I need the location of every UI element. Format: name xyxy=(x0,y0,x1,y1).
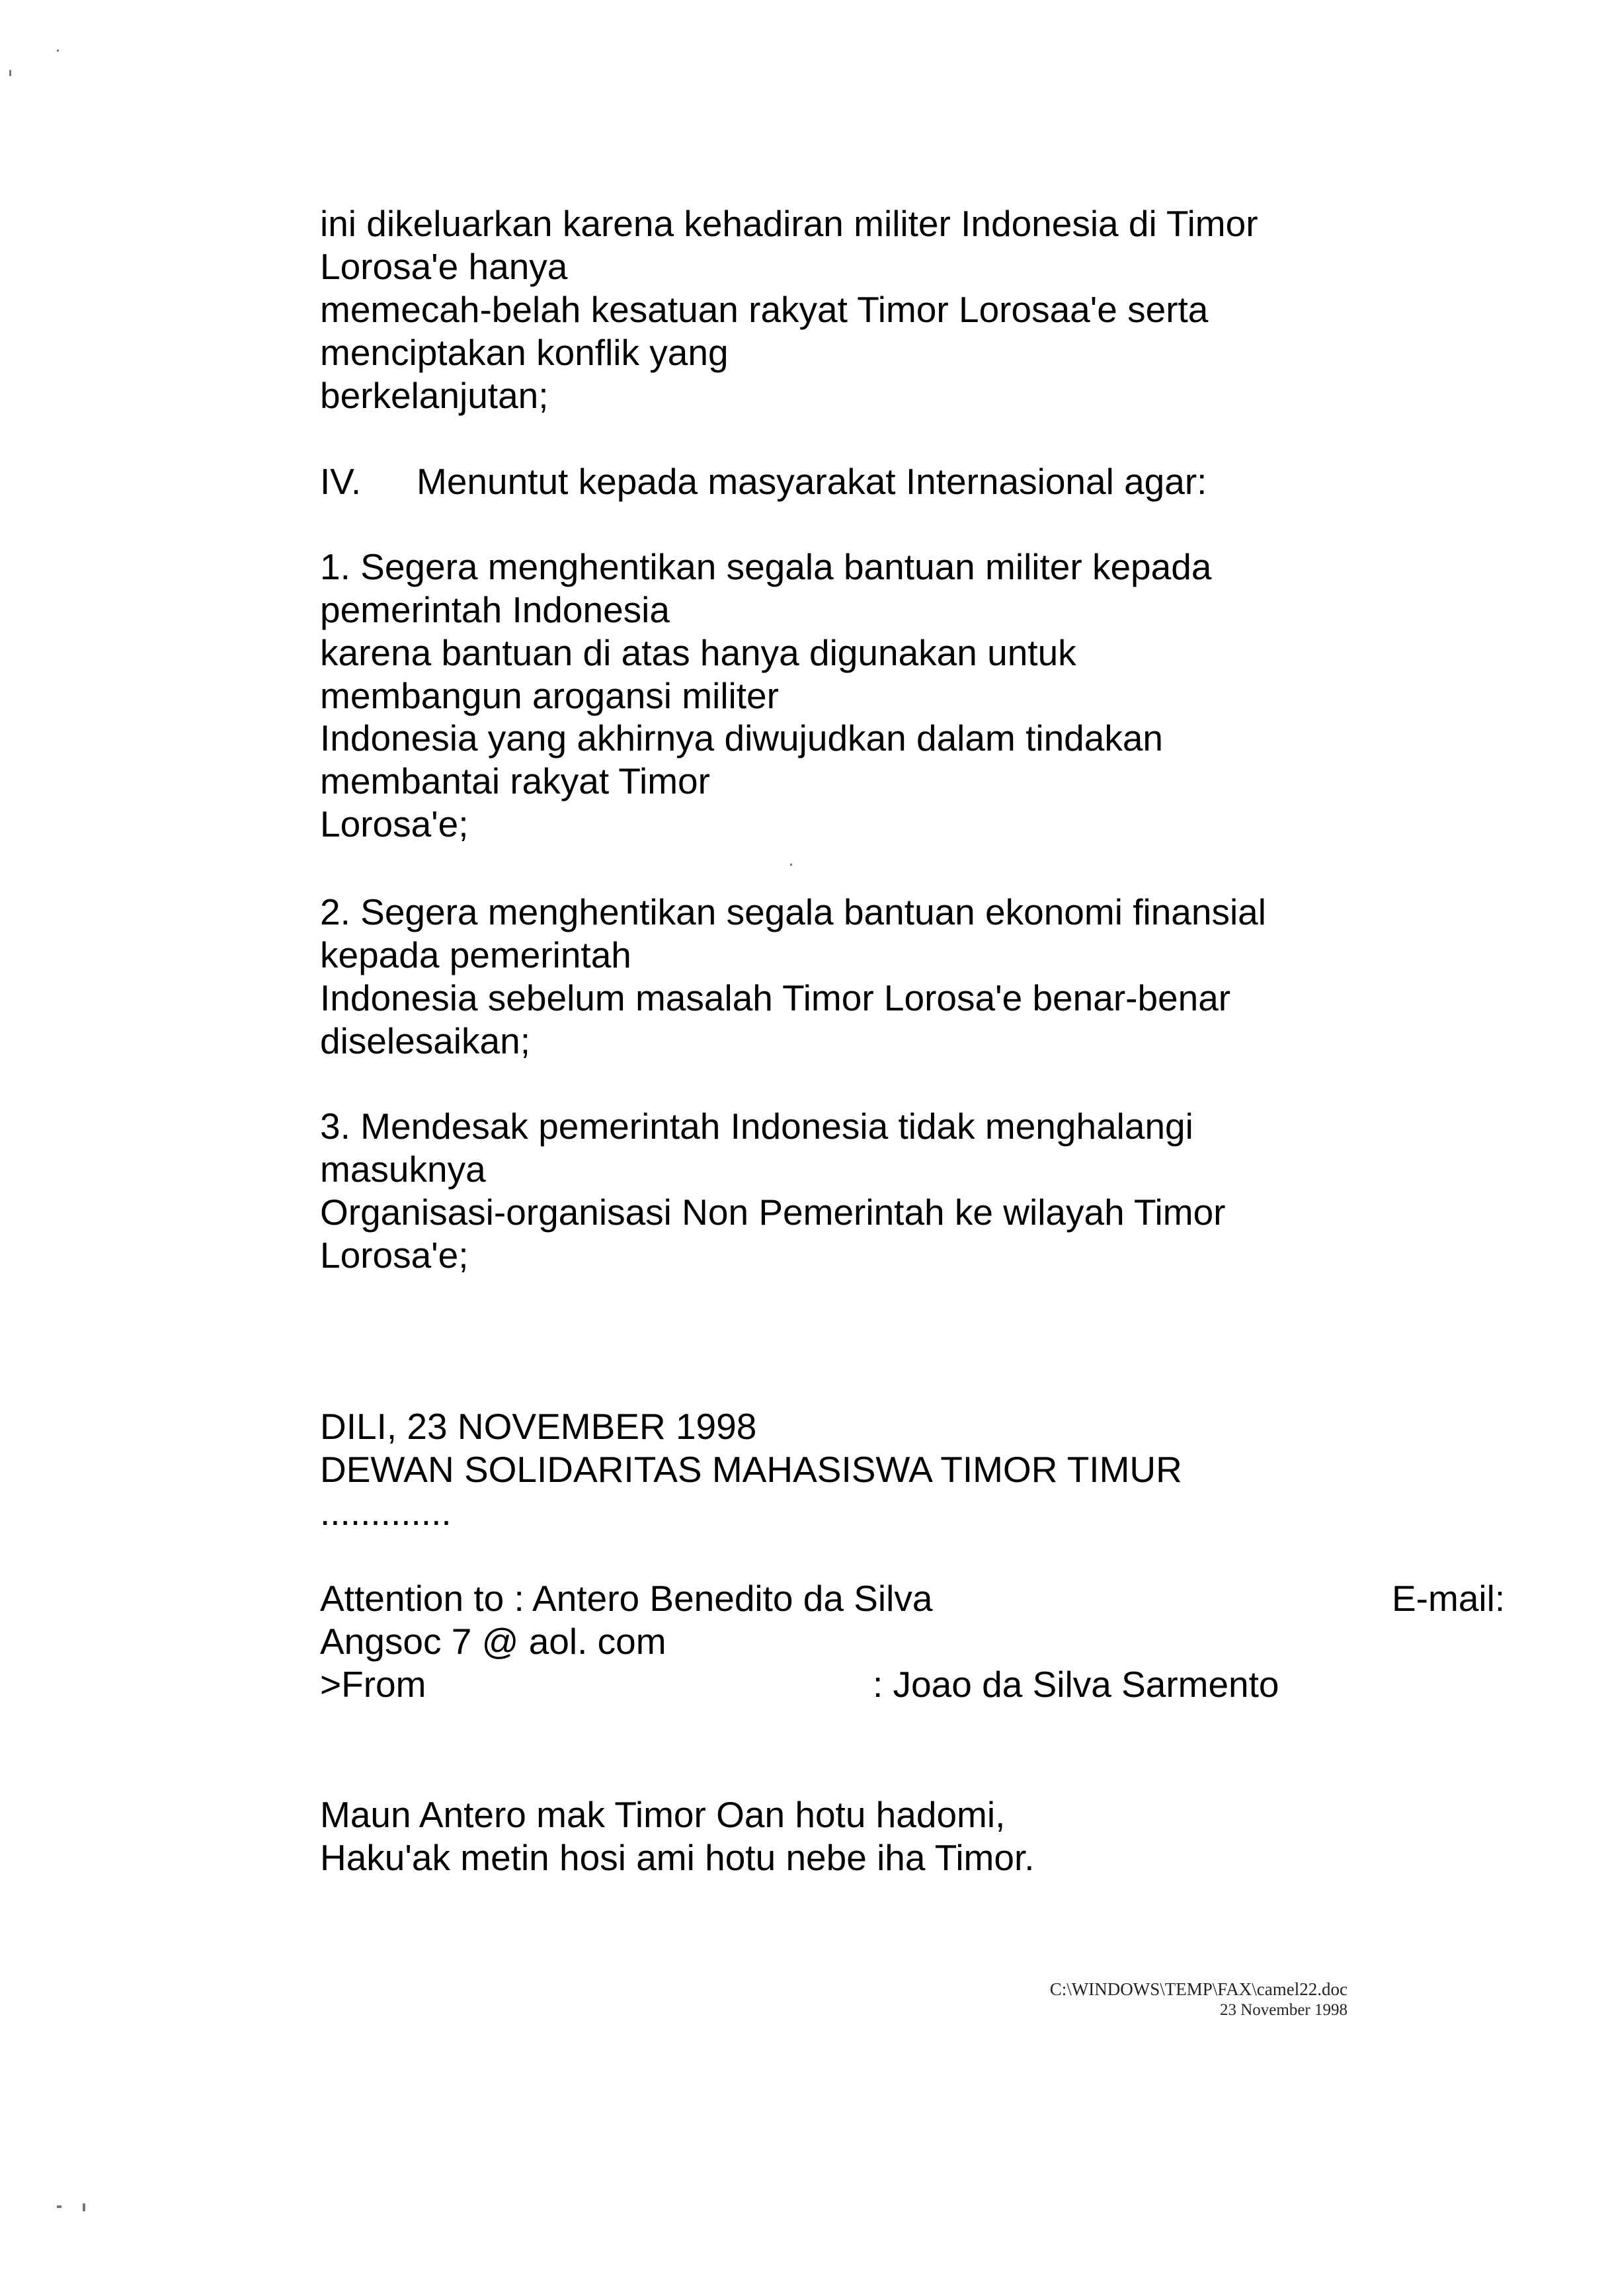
para1-line-5: berkelanjutan; xyxy=(320,375,549,416)
scan-speck xyxy=(9,70,11,76)
signature-dots: ............. xyxy=(320,1492,452,1533)
para1-line-2: Lorosa'e hanya xyxy=(320,246,568,287)
item3-line-4: Lorosa'e; xyxy=(320,1235,469,1276)
section-iv-heading xyxy=(320,461,1207,502)
from-label: >From xyxy=(320,1664,426,1705)
para1-line-4: menciptakan konflik yang xyxy=(320,332,729,373)
scan-speck xyxy=(57,2205,61,2208)
item1-line-2: pemerintah Indonesia xyxy=(320,589,670,630)
closing-line-1: Maun Antero mak Timor Oan hotu hadomi, xyxy=(320,1794,1006,1835)
item1-line-6: membantai rakyat Timor xyxy=(320,760,710,801)
attention-line xyxy=(320,1578,1506,1619)
footer-file-path: C:\WINDOWS\TEMP\FAX\camel22.doc xyxy=(1049,1979,1347,1999)
item2-line-3: Indonesia sebelum masalah Timor Lorosa'e benar-benar xyxy=(320,977,1231,1018)
item1-line-1: 1. Segera menghentikan segala bantuan militer kepada xyxy=(320,546,1212,587)
organization-name: DEWAN SOLIDARITAS MAHASISWA TIMOR TIMUR xyxy=(320,1449,1182,1490)
item1-line-7: Lorosa'e; xyxy=(320,803,469,844)
item1-line-5: Indonesia yang akhirnya diwujudkan dalam tindakan xyxy=(320,718,1164,758)
item3-line-2: masuknya xyxy=(320,1149,486,1190)
item1-line-3: karena bantuan di atas hanya digunakan untuk xyxy=(320,632,1076,673)
scan-speck xyxy=(57,50,59,52)
para1-line-3: memecah-belah kesatuan rakyat Timor Lorosaa'e serta xyxy=(320,289,1209,330)
item3-line-3: Organisasi-organisasi Non Pemerintah ke wilayah Timor xyxy=(320,1192,1226,1233)
item3-line-1: 3. Mendesak pemerintah Indonesia tidak menghalangi xyxy=(320,1106,1193,1147)
place-date: DILI, 23 NOVEMBER 1998 xyxy=(320,1406,757,1447)
item1-line-4: membangun arogansi militer xyxy=(320,675,779,716)
scan-speck xyxy=(790,864,792,866)
item2-line-2: kepada pemerintah xyxy=(320,934,631,975)
from-value: : Joao da Silva Sarmento xyxy=(873,1664,1279,1705)
email-label: E-mail: xyxy=(1392,1578,1506,1619)
closing-line-2: Haku'ak metin hosi ami hotu nebe iha Timor. xyxy=(320,1837,1035,1878)
attention-text: Attention to : Antero Benedito da Silva xyxy=(320,1578,933,1619)
para1-line-1: ini dikeluarkan karena kehadiran militer Indonesia di Timor xyxy=(320,203,1258,244)
from-line xyxy=(320,1664,1279,1705)
footer-date: 23 November 1998 xyxy=(1219,2001,1347,2019)
item2-line-4: diselesaikan; xyxy=(320,1020,530,1061)
scan-speck xyxy=(83,2203,85,2211)
email-address: Angsoc 7 @ aol. com xyxy=(320,1621,666,1662)
section-iv-numeral: IV. xyxy=(320,461,362,502)
item2-line-1: 2. Segera menghentikan segala bantuan ekonomi finansial xyxy=(320,891,1266,932)
section-iv-text: Menuntut kepada masyarakat Internasional agar: xyxy=(417,461,1207,502)
